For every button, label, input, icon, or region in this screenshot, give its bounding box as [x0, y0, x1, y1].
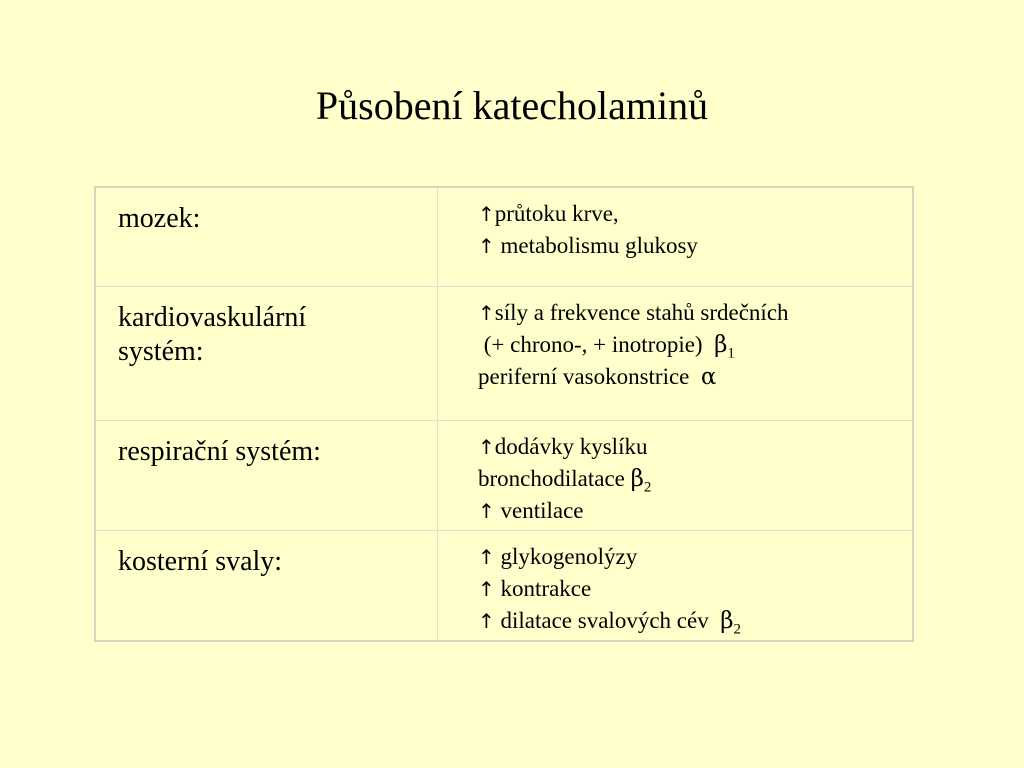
organ-label: kardiovaskulární: [118, 302, 307, 333]
up-arrow-icon: ↑: [478, 301, 495, 325]
beta-symbol: β: [630, 466, 644, 492]
beta-symbol: β: [720, 608, 734, 634]
effects-cell: [438, 188, 912, 286]
effects-table: [94, 186, 914, 642]
table-row-mozek: [96, 188, 912, 286]
effect-text: ventilace: [500, 498, 584, 523]
effect-line: [478, 230, 912, 262]
subscript: 2: [643, 479, 652, 496]
organ-cell: [96, 531, 438, 640]
up-arrow-icon: ↑: [478, 499, 495, 523]
up-arrow-icon: ↑: [478, 545, 495, 569]
effect-text: dilatace svalových cév: [500, 608, 709, 633]
effect-text: průtoku krve,: [494, 201, 619, 226]
effect-text: kontrakce: [500, 576, 592, 601]
beta-symbol: β: [714, 332, 728, 358]
subscript: 1: [727, 345, 735, 362]
organ-label: systém:: [118, 336, 204, 367]
effect-line: [478, 198, 912, 230]
effect-text: dodávky kyslíku: [494, 434, 648, 459]
effect-line: [478, 541, 912, 573]
effect-text: (+ chrono-, + inotropie): [483, 332, 703, 357]
effect-text: glykogenolýzy: [500, 544, 638, 569]
effect-line: [478, 431, 912, 463]
effects-cell: [438, 421, 912, 530]
table-row-kosterni: [96, 530, 912, 640]
up-arrow-icon: ↑: [478, 435, 495, 459]
effect-line: [478, 573, 912, 605]
effect-text: metabolismu glukosy: [500, 233, 698, 258]
effect-line: [478, 361, 912, 393]
organ-cell: [96, 188, 438, 286]
effect-line: [478, 329, 912, 361]
alpha-symbol: α: [700, 364, 717, 390]
up-arrow-icon: ↑: [478, 577, 495, 601]
effect-line: [478, 463, 912, 495]
organ-label: mozek:: [118, 203, 201, 234]
effects-cell: [438, 287, 912, 420]
up-arrow-icon: ↑: [478, 609, 495, 633]
organ-cell: [96, 421, 438, 530]
effect-line: [478, 495, 912, 527]
slide-title: Působení katecholaminů: [315, 83, 709, 128]
up-arrow-icon: ↑: [478, 202, 495, 226]
organ-label: kosterní svaly:: [118, 546, 283, 577]
effect-text: síly a frekvence stahů srdečních: [494, 300, 789, 325]
subscript: 2: [733, 621, 741, 638]
effect-text: periferní vasokonstrice: [478, 364, 690, 389]
organ-label: respirační systém:: [118, 436, 321, 467]
organ-cell: [96, 287, 438, 420]
effect-line: [478, 297, 912, 329]
up-arrow-icon: ↑: [478, 234, 495, 258]
effect-text: bronchodilatace: [478, 466, 625, 491]
effect-line: [478, 605, 912, 637]
effects-cell: [438, 531, 912, 640]
table-row-kardiovaskularni: [96, 286, 912, 420]
table-row-respiracni: [96, 420, 912, 530]
